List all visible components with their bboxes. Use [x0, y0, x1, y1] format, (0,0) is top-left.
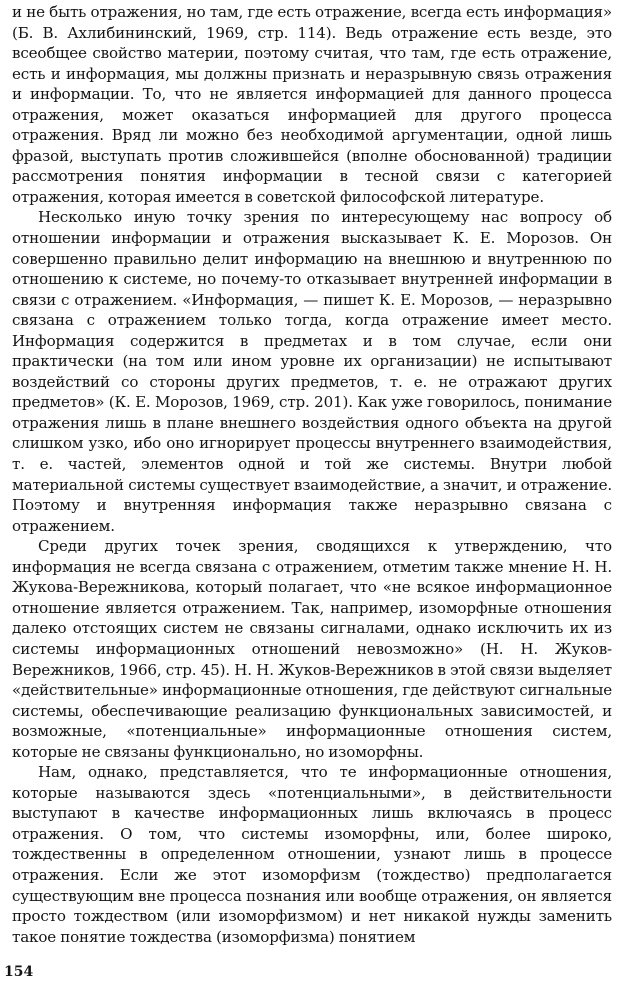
paragraph-2: Несколько иную точку зрения по интересующему нас вопросу об отношении информации и отражения высказывает К. Е. Морозов. Он совершенно правильно делит информацию на внешнюю и внутреннюю по отношению к системе, но почему-то отказывает внутренней информации в связи с отражением. «Информация, — пишет К. Е. Морозов, — неразрывно связана с отражением только тогда, когда отражение имеет место. Информация содержится в предметах и в том случае, если они практически (на том или ином уровне их организации) не испытывают воздействий со стороны других предметов, т. е. не отражают других предметов» (К. Е. Морозов, 1969, стр. 201). Как уже говорилось, понимание отражения лишь в плане внешнего воздействия одного объекта на другой слишком узко, ибо оно игнорирует процессы внутреннего взаимодействия, т. е. частей, элементов одной и той же системы. Внутри любой материальной системы существует взаимодействие, а значит, и отражение. Поэтому и внутренняя информация также неразрывно связана с отражением. [12, 208, 612, 535]
page-number: 154 [4, 964, 34, 980]
paragraph-1: и не быть отражения, но там, где есть отражение, всегда есть информация» (Б. В. Ахлибининский, 1969, стр. 114). Ведь отражение есть везде, это всеобщее свойство материи, поэтому считая, что там, где есть отражение, есть и информация, мы должны признать и неразрывную связь отражения и информации. То, что не является информацией для данного процесса отражения, может оказаться информацией для другого процесса отражения. Вряд ли можно без необходимой аргументации, одной лишь фразой, выступать против сложившейся (вполне обоснованной) традиции рассмотрения понятия информации в тесной связи с категорией отражения, которая имеется в советской философской литературе. [12, 3, 612, 206]
paragraph-3: Среди других точек зрения, сводящихся к утверждению, что информация не всегда связана с отражением, отметим также мнение Н. Н. Жукова-Вережникова, который полагает, что «не всякое информационное отношение является отражением. Так, например, изоморфные отношения далеко отстоящих систем не связаны сигналами, однако исключить их из системы информационных отношений невозможно» (Н. Н. Жуков-Вережников, 1966, стр. 45). Н. Н. Жуков-Вережников в этой связи выделяет «действительные» информационные отношения, где действуют сигнальные системы, обеспечивающие реализацию функциональных зависимостей, и возможные, «потенциальные» информационные отношения систем, которые не связаны функционально, но изоморфны. [12, 537, 612, 761]
page-text [12, 2, 612, 947]
paragraph-4: Нам, однако, представляется, что те информационные отношения, которые называются здесь «потенциальными», в действительности выступают в качестве информационных лишь включаясь в процесс отражения. О том, что системы изоморфны, или, более широко, тождественны в определенном отношении, узнают лишь в процессе отражения. Если же этот изоморфизм (тождество) предполагается существующим вне процесса познания или вообще отражения, он является просто тождеством (или изоморфизмом) и нет никакой нужды заменить такое понятие тождества (изоморфизма) понятием [12, 763, 612, 946]
